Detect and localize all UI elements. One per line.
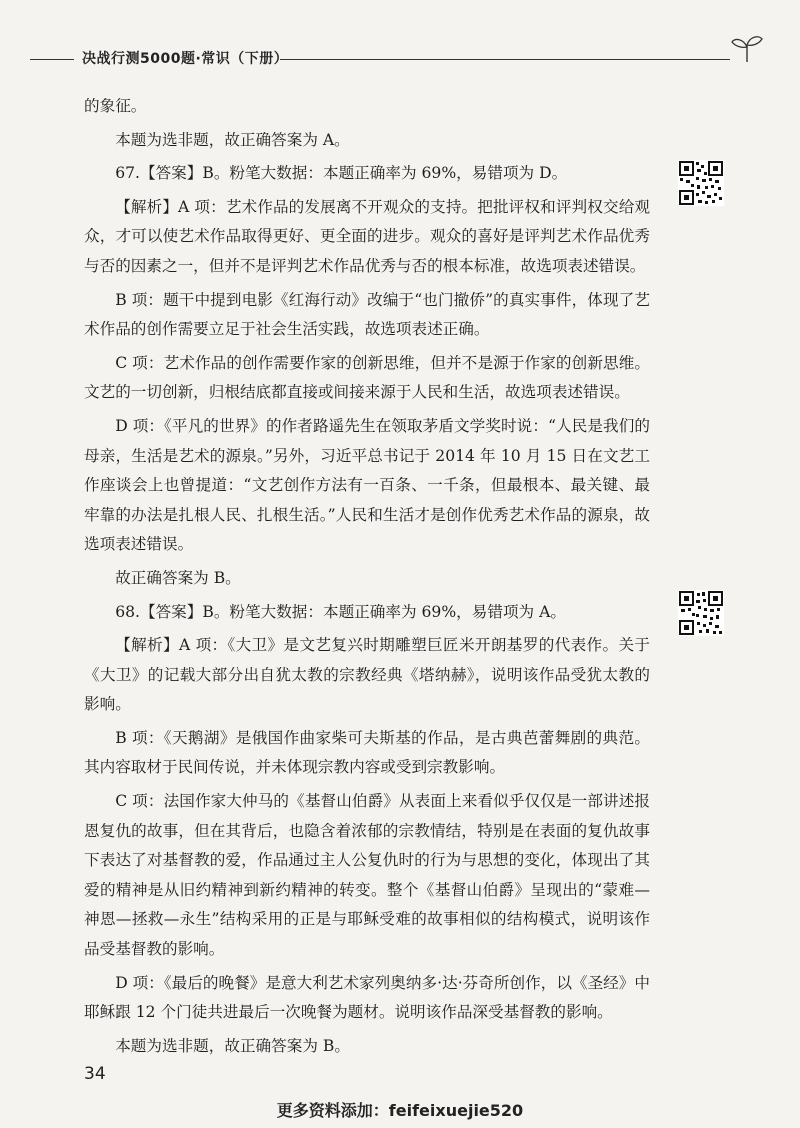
analysis-67-option-a: 【解析】A 项：艺术作品的发展离不开观众的支持。把批评权和评判权交给观众，才可以使艺术作品取得更好、更全面的进步。观众的喜好是评判艺术作品优秀与否的因素之一，但并不是评判艺术作品优秀与否的根本标准，故选项表述错误。 xyxy=(84,197,650,275)
analysis-68-option-d: D 项：《最后的晚餐》是意大利艺术家列奥纳多·达·芬奇所创作，以《圣经》中耶稣跟 12 个门徒共进最后一次晚餐为题材。说明该作品深受基督教的影响。 xyxy=(84,973,650,1022)
conclusion-67: 故正确答案为 B。 xyxy=(115,568,241,587)
conclusion-68: 本题为选非题，故正确答案为 B。 xyxy=(115,1036,350,1055)
header-title: 决战行测5000题·常识（下册） xyxy=(82,51,289,67)
analysis-67-option-c: C 项：艺术作品的创作需要作家的创新思维，但并不是源于作家的创新思维。文艺的一切创新，归根结底都直接或间接来源于人民和生活，故选项表述错误。 xyxy=(84,353,650,402)
page-body xyxy=(84,92,650,1061)
analysis-67-option-b: B 项：题干中提到电影《红海行动》改编于“也门撤侨”的真实事件，体现了艺术作品的创作需要立足于社会生活实践，故选项表述正确。 xyxy=(84,290,650,339)
answer-67: 67.【答案】B。粉笔大数据：本题正确率为 69%，易错项为 D。 xyxy=(115,164,568,183)
qr-code-icon[interactable] xyxy=(678,590,724,636)
analysis-68-option-b: B 项：《天鹅湖》是俄国作曲家柴可夫斯基的作品，是古典芭蕾舞剧的典范。其内容取材于民间传说，并未体现宗教内容或受到宗教影响。 xyxy=(84,728,650,777)
paragraph: 本题为选非题，故正确答案为 A。 xyxy=(115,130,350,149)
analysis-68-option-a: 【解析】A 项：《大卫》是文艺复兴时期雕塑巨匠米开朗基罗的代表作。关于《大卫》的记载大部分出自犹太教的宗教经典《塔纳赫》，说明该作品受犹太教的影响。 xyxy=(84,636,650,714)
analysis-68-option-c: C 项：法国作家大仲马的《基督山伯爵》从表面上来看似乎仅仅是一部讲述报恩复仇的故事，但在其背后，也隐含着浓郁的宗教情结，特别是在表面的复仇故事下表达了对基督教的爱，作品通过主人公复仇时的行为与思想的变化，体现出了其爱的精神是从旧约精神到新约精神的转变。整个《基督山伯爵》呈现出的“蒙难—神恩—拯救—永生”结构采用的正是与耶稣受难的故事相似的结构模式，说明该作品受基督教的影响。 xyxy=(84,792,650,959)
answer-68: 68.【答案】B。粉笔大数据：本题正确率为 69%，易错项为 A。 xyxy=(115,602,566,621)
sprout-icon xyxy=(730,32,764,64)
page-header xyxy=(30,44,770,70)
page-number: 34 xyxy=(84,1064,106,1084)
paragraph: 的象征。 xyxy=(84,97,147,115)
qr-code-icon[interactable] xyxy=(678,160,724,206)
analysis-67-option-d: D 项：《平凡的世界》的作者路遥先生在领取茅盾文学奖时说：“人民是我们的母亲，生活是艺术的源泉。”另外，习近平总书记于 2014 年 10 月 15 日在文艺工作座谈会上也曾提道：“文艺创作方法有一百条、一千条，但最根本、最关键、最牢靠的办法是扎根人民、扎根生活。”人民和生活才是创作优秀艺术作品的源泉，故选项表述错误。 xyxy=(84,416,650,554)
footer-note: 更多资料添加：feifeixuejie520 xyxy=(276,1101,524,1120)
header-rule-left xyxy=(30,59,74,60)
header-rule-right xyxy=(280,59,730,60)
